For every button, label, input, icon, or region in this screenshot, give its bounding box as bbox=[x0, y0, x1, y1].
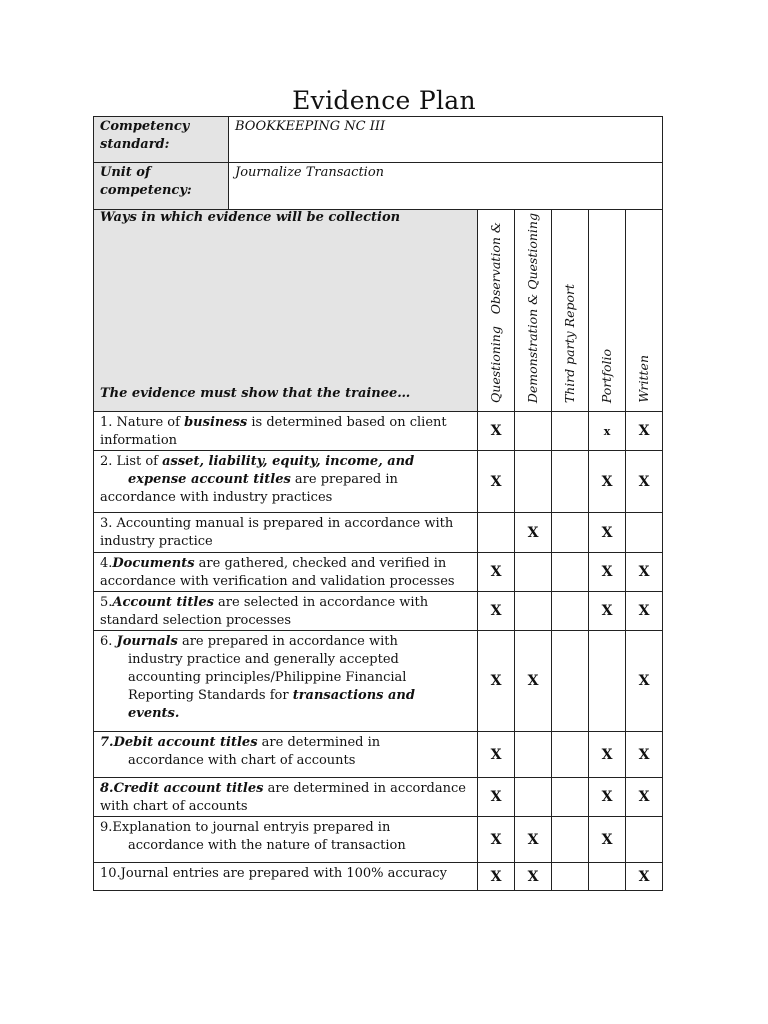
competency-standard-value: BOOKKEEPING NC III bbox=[229, 117, 663, 163]
mark-cell: X bbox=[626, 863, 663, 891]
mark-cell: X bbox=[515, 817, 552, 863]
criterion-text: 10.Journal entries are prepared with 100% accuracy bbox=[94, 863, 478, 891]
mark-cell bbox=[478, 513, 515, 553]
methods-header-row bbox=[94, 210, 663, 412]
competency-standard-row bbox=[94, 117, 663, 163]
mark-cell: X bbox=[626, 732, 663, 778]
mark-cell bbox=[552, 592, 589, 631]
method-header-observation: Questioning Observation & bbox=[478, 210, 515, 412]
mark-cell: X bbox=[478, 863, 515, 891]
mark-cell bbox=[552, 553, 589, 592]
table-row bbox=[94, 553, 663, 592]
table-row bbox=[94, 732, 663, 778]
method-header-portfolio: Portfolio bbox=[589, 210, 626, 412]
criterion-text: 8.Credit account titles are determined in accordance with chart of accounts bbox=[94, 778, 478, 817]
criterion-text: 9.Explanation to journal entryis prepared in accordance with the nature of transaction bbox=[94, 817, 478, 863]
mark-cell: X bbox=[478, 817, 515, 863]
ways-header: Ways in which evidence will be collection bbox=[100, 210, 401, 225]
mark-cell: X bbox=[626, 592, 663, 631]
method-header-written: Written bbox=[626, 210, 663, 412]
mark-cell bbox=[552, 732, 589, 778]
table-row bbox=[94, 817, 663, 863]
mark-cell bbox=[515, 778, 552, 817]
table-row bbox=[94, 863, 663, 891]
mark-cell: X bbox=[478, 778, 515, 817]
criterion-text: 4.Documents are gathered, checked and verified in accordance with verification and validation processes bbox=[94, 553, 478, 592]
ways-header-cell bbox=[94, 210, 478, 412]
mark-cell bbox=[515, 451, 552, 513]
mark-cell bbox=[552, 513, 589, 553]
criterion-text: 1. Nature of business is determined based on client information bbox=[94, 412, 478, 451]
mark-cell bbox=[515, 553, 552, 592]
mark-cell: X bbox=[478, 451, 515, 513]
mark-cell bbox=[552, 778, 589, 817]
mark-cell: X bbox=[478, 631, 515, 732]
mark-cell: X bbox=[478, 412, 515, 451]
mark-cell: X bbox=[478, 592, 515, 631]
mark-cell bbox=[626, 513, 663, 553]
criterion-text: 7.Debit account titles are determined in accordance with chart of accounts bbox=[94, 732, 478, 778]
mark-cell: X bbox=[515, 631, 552, 732]
mark-cell bbox=[515, 592, 552, 631]
mark-cell: X bbox=[589, 513, 626, 553]
method-header-demonstration: Demonstration & Questioning bbox=[515, 210, 552, 412]
mark-cell bbox=[552, 863, 589, 891]
method-header-third-party: Third party Report bbox=[552, 210, 589, 412]
mark-cell: X bbox=[589, 451, 626, 513]
mark-cell: X bbox=[589, 778, 626, 817]
mark-cell bbox=[552, 451, 589, 513]
mark-cell: x bbox=[589, 412, 626, 451]
mark-cell bbox=[552, 412, 589, 451]
table-row bbox=[94, 778, 663, 817]
mark-cell: X bbox=[589, 817, 626, 863]
trainee-header: The evidence must show that the trainee… bbox=[100, 386, 411, 401]
unit-of-competency-label: Unit of competency: bbox=[94, 163, 229, 210]
mark-cell: X bbox=[478, 553, 515, 592]
mark-cell bbox=[589, 631, 626, 732]
mark-cell: X bbox=[515, 863, 552, 891]
mark-cell: X bbox=[589, 553, 626, 592]
mark-cell: X bbox=[515, 513, 552, 553]
mark-cell: X bbox=[626, 631, 663, 732]
mark-cell bbox=[515, 732, 552, 778]
mark-cell: X bbox=[626, 778, 663, 817]
table-row bbox=[94, 412, 663, 451]
evidence-plan-table bbox=[93, 116, 663, 891]
page-title: Evidence Plan bbox=[292, 86, 476, 115]
mark-cell: X bbox=[626, 451, 663, 513]
mark-cell: X bbox=[478, 732, 515, 778]
mark-cell bbox=[589, 863, 626, 891]
unit-of-competency-row bbox=[94, 163, 663, 210]
mark-cell bbox=[552, 817, 589, 863]
competency-standard-label: Competency standard: bbox=[94, 117, 229, 163]
mark-cell bbox=[626, 817, 663, 863]
table-row bbox=[94, 592, 663, 631]
criterion-text: 5.Account titles are selected in accordance with standard selection processes bbox=[94, 592, 478, 631]
mark-cell: X bbox=[589, 732, 626, 778]
table-row bbox=[94, 451, 663, 513]
unit-of-competency-value: Journalize Transaction bbox=[229, 163, 663, 210]
mark-cell: X bbox=[589, 592, 626, 631]
table-row bbox=[94, 631, 663, 732]
mark-cell: X bbox=[626, 553, 663, 592]
mark-cell bbox=[552, 631, 589, 732]
criterion-text: 2. List of asset, liability, equity, income, and expense account titles are prepared in accordance with industry practices bbox=[94, 451, 478, 513]
criterion-text: 6. Journals are prepared in accordance with industry practice and generally accepted accounting principles/Philippine Financial Reporting Standards for transactions and events. bbox=[94, 631, 478, 732]
table-row bbox=[94, 513, 663, 553]
criterion-text: 3. Accounting manual is prepared in accordance with industry practice bbox=[94, 513, 478, 553]
mark-cell: X bbox=[626, 412, 663, 451]
mark-cell bbox=[515, 412, 552, 451]
